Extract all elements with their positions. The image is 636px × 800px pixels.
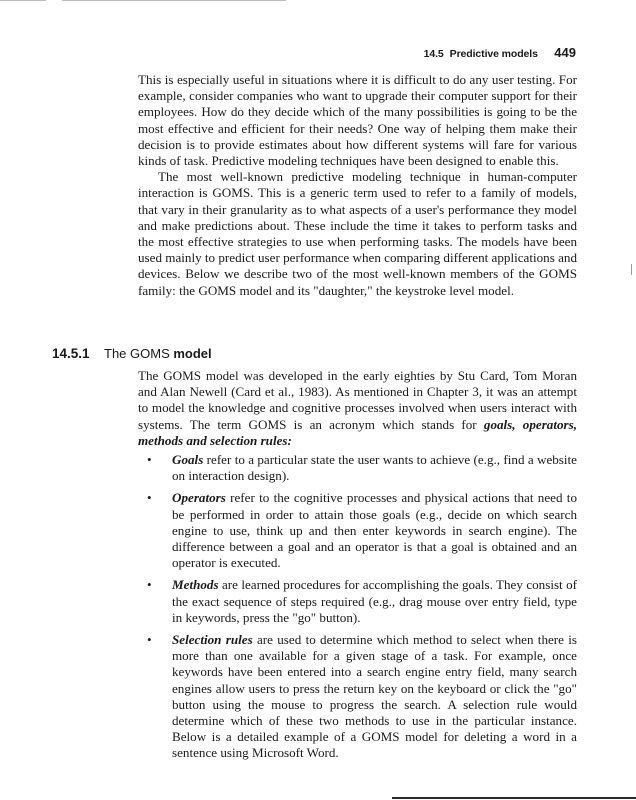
goms-acronym-expansion: goals, operators, methods and selection rules:	[138, 416, 577, 448]
list-item-methods	[145, 577, 577, 626]
top-edge-rule-left	[0, 0, 46, 1]
term-goals: Goals	[172, 452, 204, 467]
intro-paragraph-2: The most well-known predictive modeling technique in human-computer interaction is GOMS. This is a generic term used to refer to a family of models, that vary in their granularity as to what aspects of a user's performance they model and make predictions about. These include the time it takes to perform tasks and the most effective strategies to use when performing tasks. The models have been used mainly to predict user performance when comparing different applications and devices. Below we describe two of the most well-known members of the GOMS family: the GOMS model and its "daughter," the keystroke level model.	[138, 169, 577, 298]
term-selection-rules: Selection rules	[172, 632, 253, 648]
footer-rule	[392, 797, 636, 799]
section-paragraph-lead: The GOMS model was developed in the early eighties by Stu Card, Tom Moran and Alan Newell (Card et al., 1983). As mentioned in Chapter 3, it was an attempt to model the knowledge and cognitive processes involved when users interact with systems. The term GOMS is an acronym which stands for	[138, 368, 577, 432]
bullet-icon: •	[147, 490, 152, 506]
intro-text	[138, 72, 577, 299]
page-number: 449	[554, 45, 576, 60]
margin-mark	[631, 264, 632, 275]
section-paragraph	[138, 368, 577, 449]
section-heading	[52, 345, 212, 363]
goms-components-list	[145, 452, 577, 768]
list-item-goals	[145, 452, 577, 484]
section-number: 14.5.1	[52, 346, 90, 361]
top-edge-rule-right	[62, 0, 286, 1]
section-title-suffix: model	[169, 346, 212, 361]
term-methods: Methods	[172, 577, 219, 593]
header-section	[424, 48, 538, 60]
bullet-icon: •	[147, 452, 152, 467]
running-header	[424, 44, 576, 62]
list-item-selection-rules	[145, 632, 577, 762]
definition-methods: are learned procedures for accomplishing the goals. They consist of the exact sequence of steps required (e.g., drag mouse over entry field, type in keywords, press the "go" button).	[172, 577, 577, 625]
section-body	[138, 368, 577, 449]
list-item-operators	[145, 490, 577, 571]
header-section-title: Predictive models	[449, 48, 538, 60]
term-operators: Operators	[172, 490, 226, 506]
section-title	[104, 346, 212, 361]
bullet-icon: •	[147, 632, 152, 648]
definition-goals: refer to a particular state the user wants to achieve (e.g., find a website on interaction design).	[172, 452, 577, 484]
section-title-goms: GOMS	[130, 346, 170, 361]
header-section-number: 14.5	[423, 48, 444, 60]
definition-selection-rules: are used to determine which method to select when there is more than one available for a given stage of a task. For example, once keywords have been entered into a search engine entry field, many search engines allow users to press the return key on the keyboard or click the "go" button using the mouse to progress the search. A selection rule would determine which of these two methods to use in the particular instance. Below is a detailed example of a GOMS model for deleting a word in a sentence using Microsoft Word.	[172, 632, 577, 761]
intro-paragraph-1: This is especially useful in situations where it is difficult to do any user testing. For example, consider companies who want to upgrade their computer support for their employees. How do they decide which of the many possibilities is going to be the most effective and efficient for their needs? One way of helping them make their decision is to provide estimates about how different systems will fare for various kinds of task. Predictive modeling techniques have been designed to enable this.	[138, 72, 577, 169]
bullet-icon: •	[147, 577, 152, 593]
definition-operators: refer to the cognitive processes and physical actions that need to be performed in order to attain those goals (e.g., decide on which search engine to use, think up and then enter keywords in search engine). The difference between a goal and an operator is that a goal is obtained and an operator is executed.	[172, 490, 577, 571]
section-title-prefix: The	[104, 346, 131, 361]
